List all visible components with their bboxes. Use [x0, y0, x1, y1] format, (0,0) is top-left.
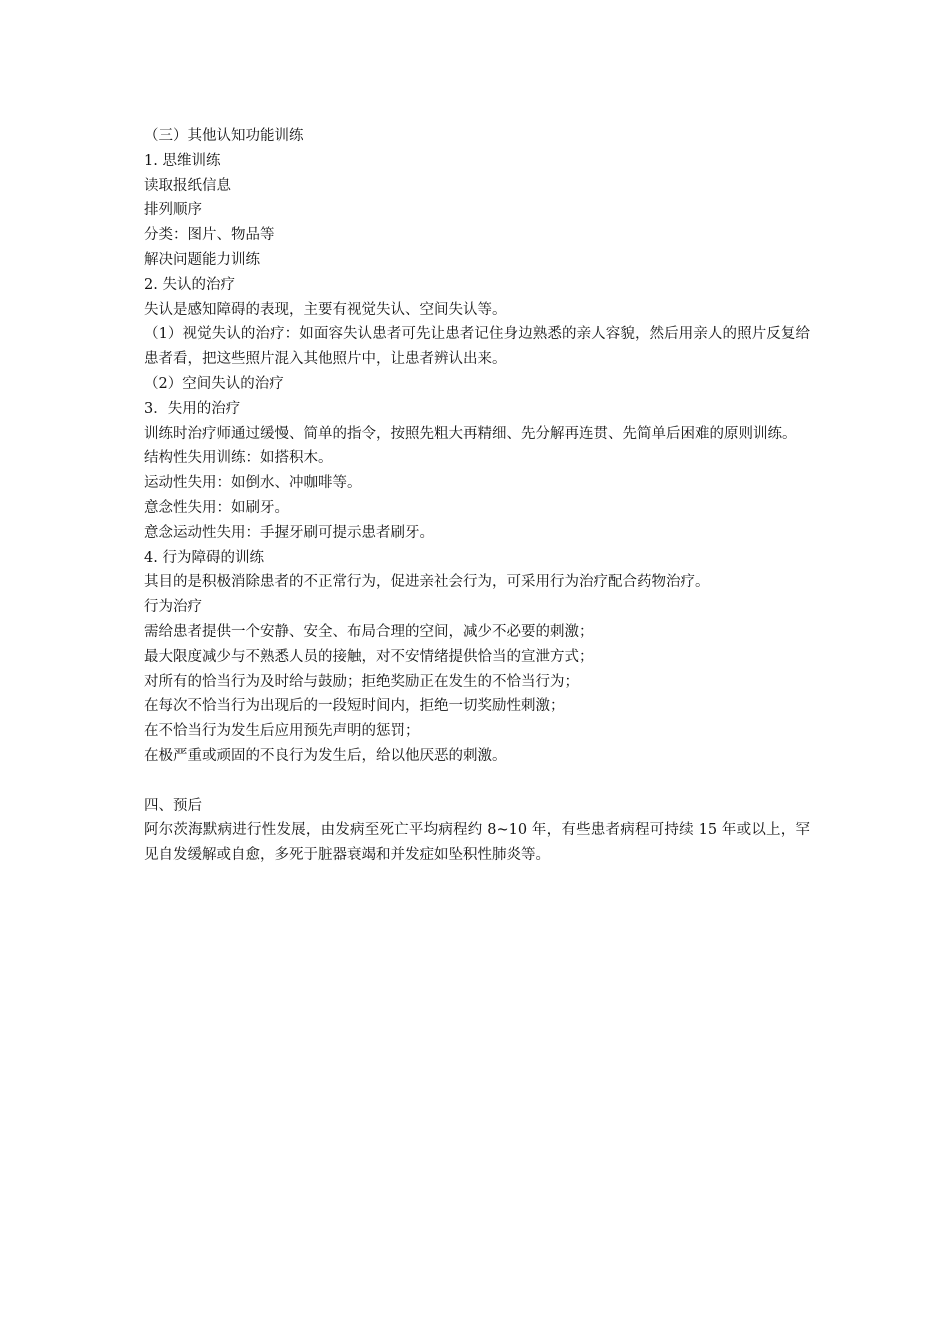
text-line: 在每次不恰当行为出现后的一段短时间内，拒绝一切奖励性刺激； — [144, 698, 565, 715]
subheading-behavior-training: 4. 行为障碍的训练 — [144, 549, 264, 566]
text-line: 其目的是积极消除患者的不正常行为，促进亲社会行为，可采用行为治疗配合药物治疗。 — [144, 574, 710, 591]
text-line: 解决问题能力训练 — [144, 251, 260, 268]
blank-line — [144, 769, 810, 794]
subheading-agnosia-treatment: 2. 失认的治疗 — [144, 276, 235, 293]
text-line: 意念性失用：如刷牙。 — [144, 499, 289, 516]
paragraph-apraxia-training: 训练时治疗师通过缓慢、简单的指令，按照先粗大再精细、先分解再连贯、先简单后困难的原则训练。 — [144, 425, 797, 442]
text-line: 分类：图片、物品等 — [144, 227, 275, 244]
text-line: （2）空间失认的治疗 — [144, 375, 284, 392]
text-line: 需给患者提供一个安静、安全、布局合理的空间，减少不必要的刺激； — [144, 623, 594, 640]
paragraph-prognosis: 阿尔茨海默病进行性发展，由发病至死亡平均病程约 8~10 年，有些患者病程可持续 15 年或以上，罕见自发缓解或自愈，多死于脏器衰竭和并发症如坠积性肺炎等。 — [144, 822, 810, 864]
text-line: 运动性失用：如倒水、冲咖啡等。 — [144, 475, 362, 492]
text-line: 最大限度减少与不熟悉人员的接触，对不安情绪提供恰当的宣泄方式； — [144, 648, 594, 665]
text-line: 意念运动性失用：手握牙刷可提示患者刷牙。 — [144, 524, 434, 541]
text-line: 在不恰当行为发生后应用预先声明的惩罚； — [144, 723, 420, 740]
text-line: 在极严重或顽固的不良行为发生后，给以他厌恶的刺激。 — [144, 747, 507, 764]
subheading-thinking-training: 1. 思维训练 — [144, 152, 221, 169]
text-line: 对所有的恰当行为及时给与鼓励；拒绝奖励正在发生的不恰当行为； — [144, 673, 579, 690]
paragraph-visual-agnosia: （1）视觉失认的治疗：如面容失认患者可先让患者记住身边熟悉的亲人容貌，然后用亲人的照片反复给患者看，把这些照片混入其他照片中，让患者辨认出来。 — [144, 326, 810, 368]
subheading-apraxia-treatment: 3．失用的治疗 — [144, 400, 241, 417]
section-heading-other-cognitive-training: （三）其他认知功能训练 — [144, 128, 304, 144]
text-line: 读取报纸信息 — [144, 177, 231, 194]
text-line: 排列顺序 — [144, 202, 202, 219]
text-line: 结构性失用训练：如搭积木。 — [144, 450, 333, 467]
text-line: 失认是感知障碍的表现，主要有视觉失认、空间失认等。 — [144, 301, 507, 318]
document-body — [144, 124, 810, 868]
text-line: 行为治疗 — [144, 599, 202, 616]
section-heading-prognosis: 四、预后 — [144, 797, 202, 814]
